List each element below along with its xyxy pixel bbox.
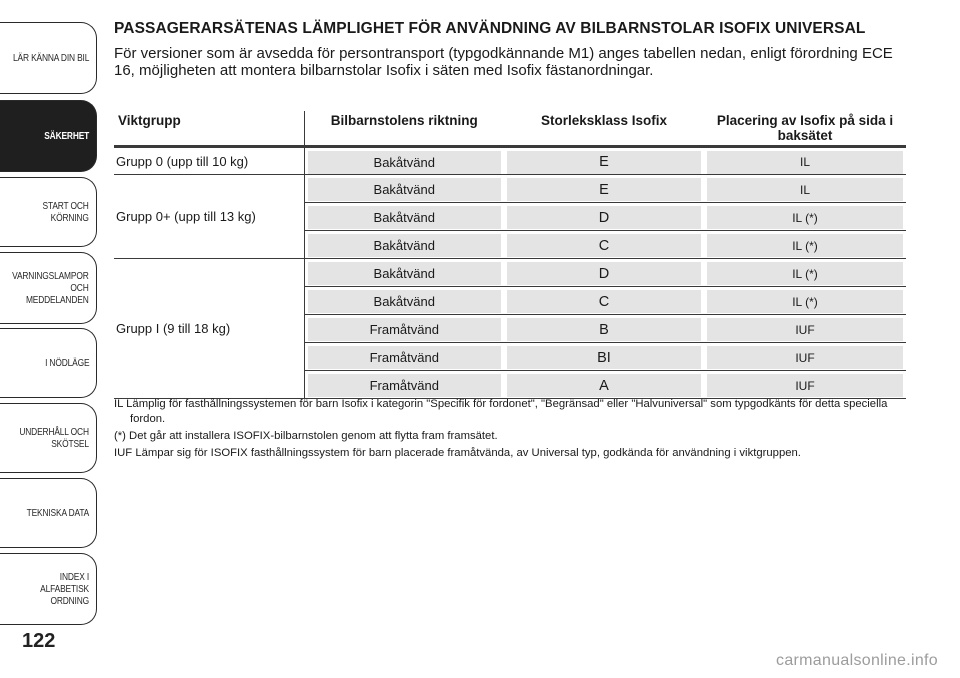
placement-cell-value: IUF	[707, 318, 903, 341]
direction-cell-value: Bakåtvänd	[308, 262, 502, 285]
direction-cell	[304, 203, 504, 231]
section-title: PASSAGERARSÄTENAS LÄMPLIGHET FÖR ANVÄNDNING AV BILBARNSTOLAR ISOFIX UNIVERSAL	[114, 20, 866, 37]
intro-paragraph: För versioner som är avsedda för persontransport (typgodkännande M1) anges tabellen nedan, enligt förordning ECE 16, möjligheten att montera bilbarnstolar Isofix i säten med Isofix fästanordningar.	[114, 45, 893, 79]
size-class-cell	[504, 287, 704, 315]
size-class-cell	[504, 259, 704, 287]
direction-cell-value: Framåtvänd	[308, 374, 502, 397]
direction-cell-value: Bakåtvänd	[308, 151, 502, 174]
placement-cell	[704, 315, 906, 343]
direction-cell	[304, 259, 504, 287]
size-class-cell-value: C	[507, 234, 701, 257]
table-row	[114, 175, 906, 203]
weight-group-cell: Grupp 0+ (upp till 13 kg)	[114, 175, 304, 259]
placement-cell	[704, 259, 906, 287]
table-row	[114, 259, 906, 287]
size-class-cell-value: E	[507, 178, 701, 201]
header-placement: Placering av Isofix på sida i baksätet	[704, 111, 906, 147]
direction-cell-value: Bakåtvänd	[308, 290, 502, 313]
placement-cell-value: IUF	[707, 374, 903, 397]
direction-cell	[304, 371, 504, 399]
sidebar-tab-label: TEKNISKA DATA	[26, 507, 89, 519]
size-class-cell-value: D	[507, 262, 701, 285]
placement-cell	[704, 203, 906, 231]
placement-cell-value: IL (*)	[707, 262, 903, 285]
direction-cell-value: Bakåtvänd	[308, 178, 502, 201]
size-class-cell	[504, 203, 704, 231]
size-class-cell-value: E	[507, 151, 701, 174]
main-content	[114, 20, 914, 79]
size-class-cell	[504, 231, 704, 259]
placement-cell-value: IL	[707, 178, 903, 201]
sidebar-tab-5[interactable]	[0, 403, 97, 473]
direction-cell-value: Bakåtvänd	[308, 206, 502, 229]
placement-cell	[704, 175, 906, 203]
size-class-cell	[504, 315, 704, 343]
sidebar-tab-label: START OCH KÖRNING	[42, 200, 89, 224]
placement-cell	[704, 231, 906, 259]
sidebar-tab-label: UNDERHÅLL OCH SKÖTSEL	[19, 426, 89, 450]
header-direction: Bilbarnstolens riktning	[304, 111, 504, 147]
footnote-iuf: IUF Lämpar sig för ISOFIX fasthållningssystem för barn placerade framåtvända, av Universal typ, godkända för användning i viktgruppen.	[114, 446, 801, 459]
footnote-il: IL Lämplig för fasthållningssystemen för barn Isofix i kategorin "Specifik för fordonet", "Begränsad" eller "Halvuniversal" som typgodkänts för detta speciella fordon.	[114, 398, 888, 425]
table-row	[114, 147, 906, 175]
sidebar-tab-2[interactable]	[0, 177, 97, 247]
weight-group-cell: Grupp 0 (upp till 10 kg)	[114, 147, 304, 175]
sidebar-tab-label: VARNINGSLAMPOR OCH MEDDELANDEN	[12, 270, 89, 306]
size-class-cell	[504, 371, 704, 399]
placement-cell-value: IL (*)	[707, 206, 903, 229]
size-class-cell-value: A	[507, 374, 701, 397]
header-size-class: Storleksklass Isofix	[504, 111, 704, 147]
size-class-cell-value: C	[507, 290, 701, 313]
table-header-row	[114, 111, 906, 147]
direction-cell-value: Framåtvänd	[308, 318, 502, 341]
direction-cell	[304, 287, 504, 315]
sidebar-tab-4[interactable]	[0, 328, 97, 398]
sidebar-tab-label: LÄR KÄNNA DIN BIL	[12, 52, 89, 64]
direction-cell-value: Bakåtvänd	[308, 234, 502, 257]
sidebar-tab-label: INDEX I ALFABETISK ORDNING	[40, 571, 89, 607]
sidebar-tab-7[interactable]	[0, 553, 97, 625]
direction-cell	[304, 231, 504, 259]
placement-cell	[704, 371, 906, 399]
size-class-cell	[504, 175, 704, 203]
direction-cell	[304, 175, 504, 203]
sidebar-tab-label: SÄKERHET	[44, 130, 89, 142]
sidebar-tab-label: I NÖDLÄGE	[44, 357, 89, 369]
placement-cell-value: IL	[707, 151, 903, 174]
sidebar-nav	[0, 0, 100, 678]
size-class-cell-value: D	[507, 206, 701, 229]
sidebar-tab-1[interactable]	[0, 100, 97, 172]
page-number: 122	[22, 630, 56, 652]
footnotes	[114, 397, 914, 463]
placement-cell-value: IUF	[707, 346, 903, 369]
size-class-cell-value: B	[507, 318, 701, 341]
watermark: carmanualsonline.info	[776, 652, 938, 669]
direction-cell	[304, 343, 504, 371]
size-class-cell	[504, 147, 704, 175]
size-class-cell	[504, 343, 704, 371]
weight-group-cell: Grupp I (9 till 18 kg)	[114, 259, 304, 399]
placement-cell	[704, 287, 906, 315]
direction-cell	[304, 147, 504, 175]
footnote-asterisk: (*) Det går att installera ISOFIX-bilbarnstolen genom att flytta fram framsätet.	[114, 429, 498, 442]
placement-cell-value: IL (*)	[707, 290, 903, 313]
sidebar-tab-0[interactable]	[0, 22, 97, 94]
size-class-cell-value: BI	[507, 346, 701, 369]
direction-cell	[304, 315, 504, 343]
sidebar-tab-3[interactable]	[0, 252, 97, 324]
placement-cell	[704, 343, 906, 371]
isofix-table	[114, 111, 906, 399]
direction-cell-value: Framåtvänd	[308, 346, 502, 369]
placement-cell-value: IL (*)	[707, 234, 903, 257]
header-weight-group: Viktgrupp	[114, 111, 304, 147]
placement-cell	[704, 147, 906, 175]
sidebar-tab-6[interactable]	[0, 478, 97, 548]
